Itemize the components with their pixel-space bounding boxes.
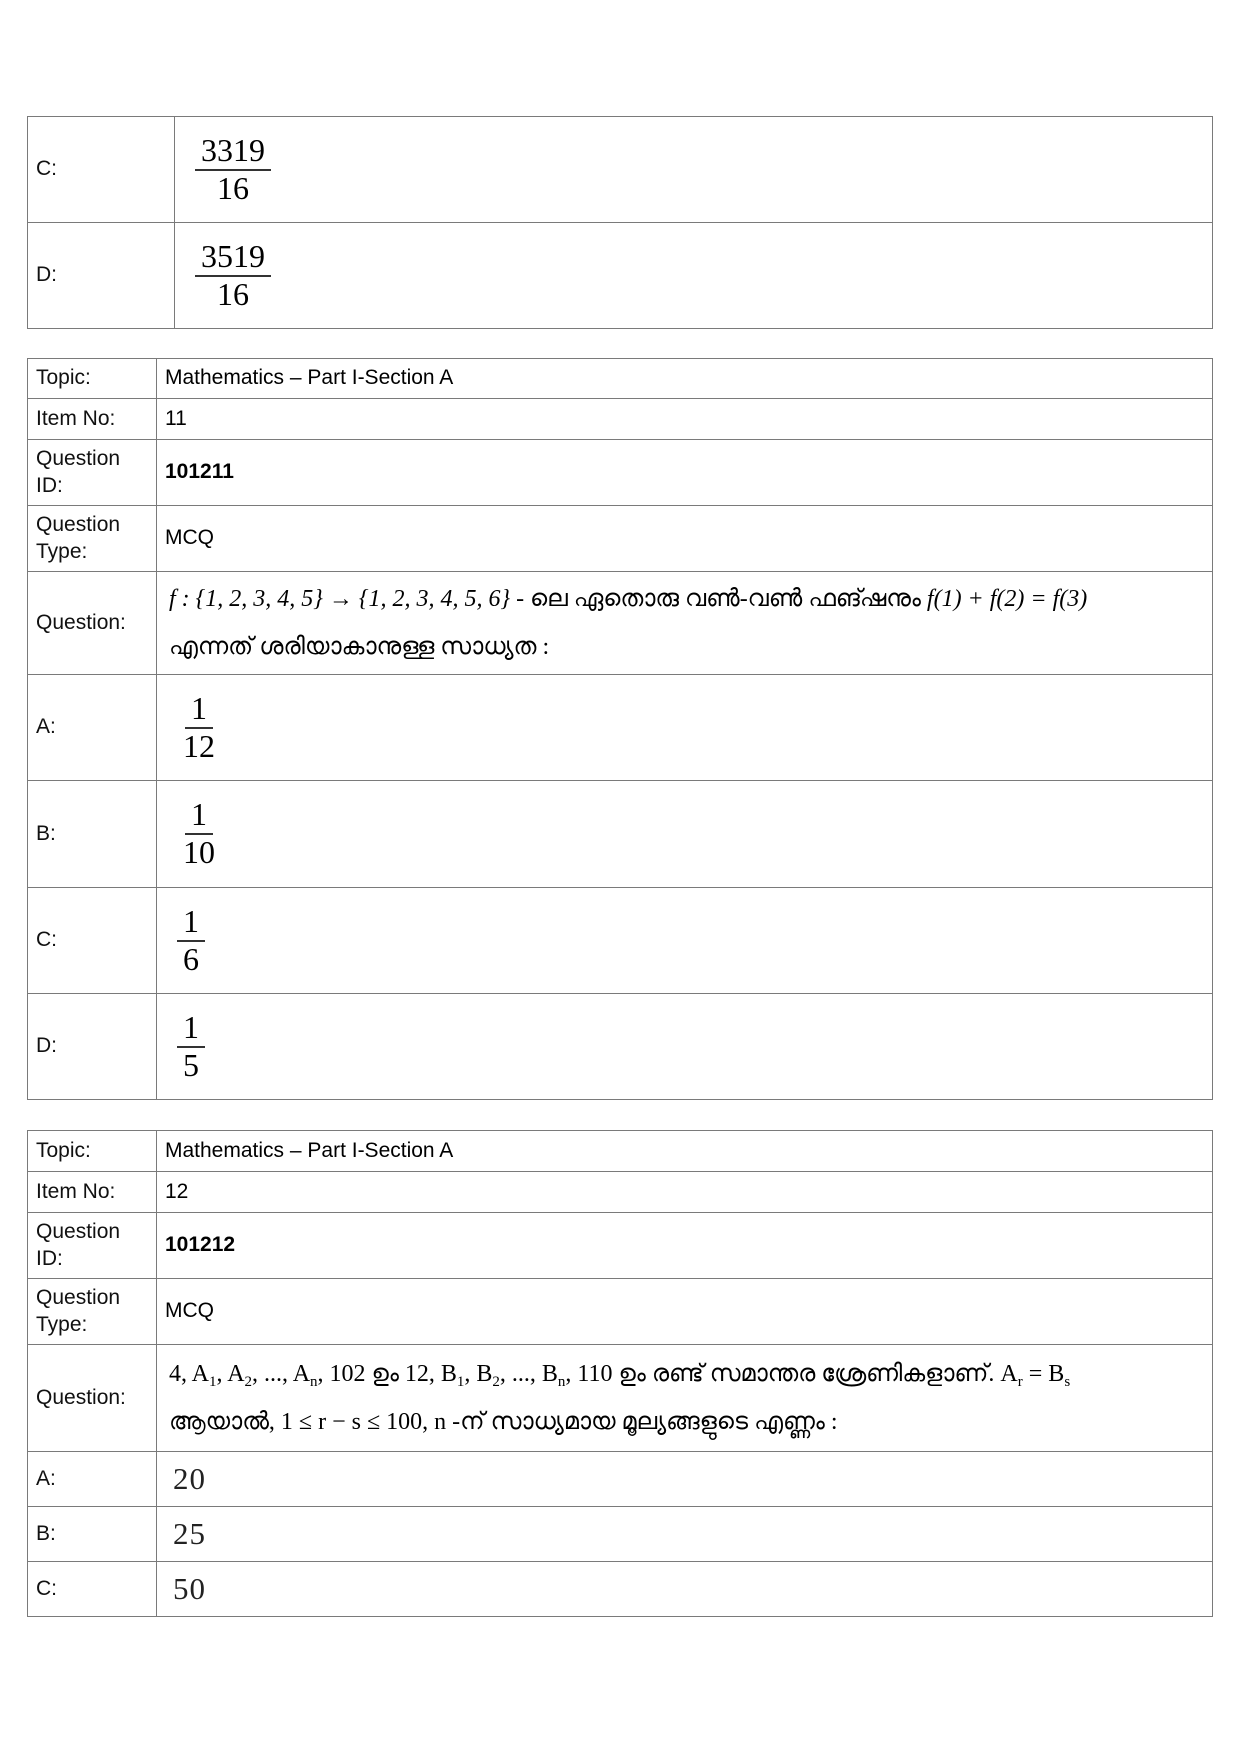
question-row <box>28 1345 1213 1452</box>
option-label: C: <box>28 888 157 994</box>
question-part: , ..., B <box>499 1361 558 1387</box>
fraction-numerator: 1 <box>177 904 205 942</box>
subscript: 1 <box>456 1374 465 1390</box>
fraction-denominator: 10 <box>183 834 215 870</box>
fraction-numerator: 1 <box>185 691 213 729</box>
option-label: A: <box>28 675 157 781</box>
option-value <box>157 1452 1213 1507</box>
question-part: , ..., A <box>252 1361 311 1387</box>
question-id-value: 101212 <box>157 1213 1213 1279</box>
question-part: 4, A <box>169 1361 210 1387</box>
option-label: D: <box>28 994 157 1100</box>
option-row-c <box>28 888 1213 994</box>
question-part: = B <box>1022 1361 1065 1387</box>
prev-question-options-table <box>27 116 1213 329</box>
fraction <box>177 797 221 871</box>
option-label: A: <box>28 1452 157 1507</box>
question-id-value: 101211 <box>157 440 1213 506</box>
fraction <box>195 239 271 313</box>
fraction-denominator: 16 <box>217 169 249 206</box>
question-text <box>157 572 1213 675</box>
option-row-a <box>28 1452 1213 1507</box>
option-row-c <box>28 1562 1213 1617</box>
question-part: , 102 ഉം 12, B <box>317 1361 457 1387</box>
option-value <box>157 994 1213 1100</box>
question-type-value: MCQ <box>157 506 1213 572</box>
question-part: , B <box>464 1361 493 1387</box>
item-no-row <box>28 399 1213 440</box>
option-value <box>175 223 1213 329</box>
topic-label: Topic: <box>28 1131 157 1172</box>
question-table-11 <box>27 358 1213 1100</box>
fraction-denominator: 12 <box>183 727 215 764</box>
fraction-denominator: 5 <box>183 1046 199 1083</box>
fraction-denominator: 16 <box>217 275 249 312</box>
fraction <box>177 1010 205 1084</box>
question-type-row <box>28 506 1213 572</box>
option-value <box>157 888 1213 994</box>
subscript: 1 <box>209 1374 217 1390</box>
option-row-b <box>28 1507 1213 1562</box>
fraction <box>177 904 205 978</box>
option-number: 25 <box>173 1515 206 1551</box>
question-type-value: MCQ <box>157 1279 1213 1345</box>
option-row-d <box>28 223 1213 329</box>
question-line-2: ആയാൽ, 1 ≤ r − s ≤ 100, n -ന് സാധ്യമായ മൂല്യങ്ങളുടെ എണ്ണം : <box>169 1409 838 1435</box>
option-label: B: <box>28 1507 157 1562</box>
question-line-1 <box>165 575 1204 623</box>
option-value <box>157 1507 1213 1562</box>
item-no-row <box>28 1172 1213 1213</box>
item-no-value: 11 <box>157 399 1213 440</box>
question-text-malayalam: - ലെ ഏതൊരു വൺ-വൺ ഫങ്ഷനും <box>510 586 927 612</box>
question-table-12 <box>27 1130 1213 1617</box>
option-label: B: <box>28 781 157 888</box>
question-id-row <box>28 1213 1213 1279</box>
fraction <box>195 133 271 207</box>
topic-value: Mathematics – Part I-Section A <box>157 359 1213 399</box>
fraction-numerator: 3319 <box>195 133 271 171</box>
option-label: C: <box>28 117 175 223</box>
subscript: 2 <box>244 1374 253 1390</box>
option-number: 50 <box>173 1570 206 1606</box>
topic-row <box>28 359 1213 399</box>
option-label: C: <box>28 1562 157 1617</box>
fraction-numerator: 3519 <box>195 239 271 277</box>
topic-label: Topic: <box>28 359 157 399</box>
option-value <box>157 1562 1213 1617</box>
question-type-label: Question Type: <box>28 506 157 572</box>
subscript: 2 <box>492 1374 500 1390</box>
question-label: Question: <box>28 1345 157 1452</box>
question-row <box>28 572 1213 675</box>
fraction-denominator: 6 <box>183 940 199 977</box>
item-no-value: 12 <box>157 1172 1213 1213</box>
option-value <box>175 117 1213 223</box>
option-value <box>157 675 1213 781</box>
question-text <box>157 1345 1213 1452</box>
question-id-label: Question ID: <box>28 1213 157 1279</box>
subscript: n <box>310 1374 318 1390</box>
option-row-d <box>28 994 1213 1100</box>
question-line-2: എന്നത് ശരിയാകാനുള്ള സാധ്യത : <box>169 634 550 660</box>
topic-value: Mathematics – Part I-Section A <box>157 1131 1213 1172</box>
subscript: n <box>557 1374 566 1390</box>
question-line-1 <box>165 1350 1204 1398</box>
subscript: s <box>1064 1374 1071 1390</box>
subscript: r <box>1017 1374 1023 1390</box>
option-value <box>157 781 1213 888</box>
fraction-numerator: 1 <box>185 797 213 835</box>
option-label: D: <box>28 223 175 329</box>
question-id-row <box>28 440 1213 506</box>
question-part: , 110 ഉം രണ്ട് സമാന്തര ശ്രേണികളാണ്. A <box>565 1361 1018 1387</box>
question-type-label: Question Type: <box>28 1279 157 1345</box>
item-no-label: Item No: <box>28 1172 157 1213</box>
item-no-label: Item No: <box>28 399 157 440</box>
question-math-mapping: f : {1, 2, 3, 4, 5} → {1, 2, 3, 4, 5, 6} <box>169 586 511 612</box>
question-type-row <box>28 1279 1213 1345</box>
question-id-label: Question ID: <box>28 440 157 506</box>
fraction <box>177 691 221 765</box>
question-label: Question: <box>28 572 157 675</box>
option-number: 20 <box>173 1460 206 1496</box>
fraction-numerator: 1 <box>177 1010 205 1048</box>
option-row-b <box>28 781 1213 888</box>
option-row-c <box>28 117 1213 223</box>
question-math-equation: f(1) + f(2) = f(3) <box>926 586 1088 612</box>
option-row-a <box>28 675 1213 781</box>
topic-row <box>28 1131 1213 1172</box>
question-part: , A <box>216 1361 245 1387</box>
